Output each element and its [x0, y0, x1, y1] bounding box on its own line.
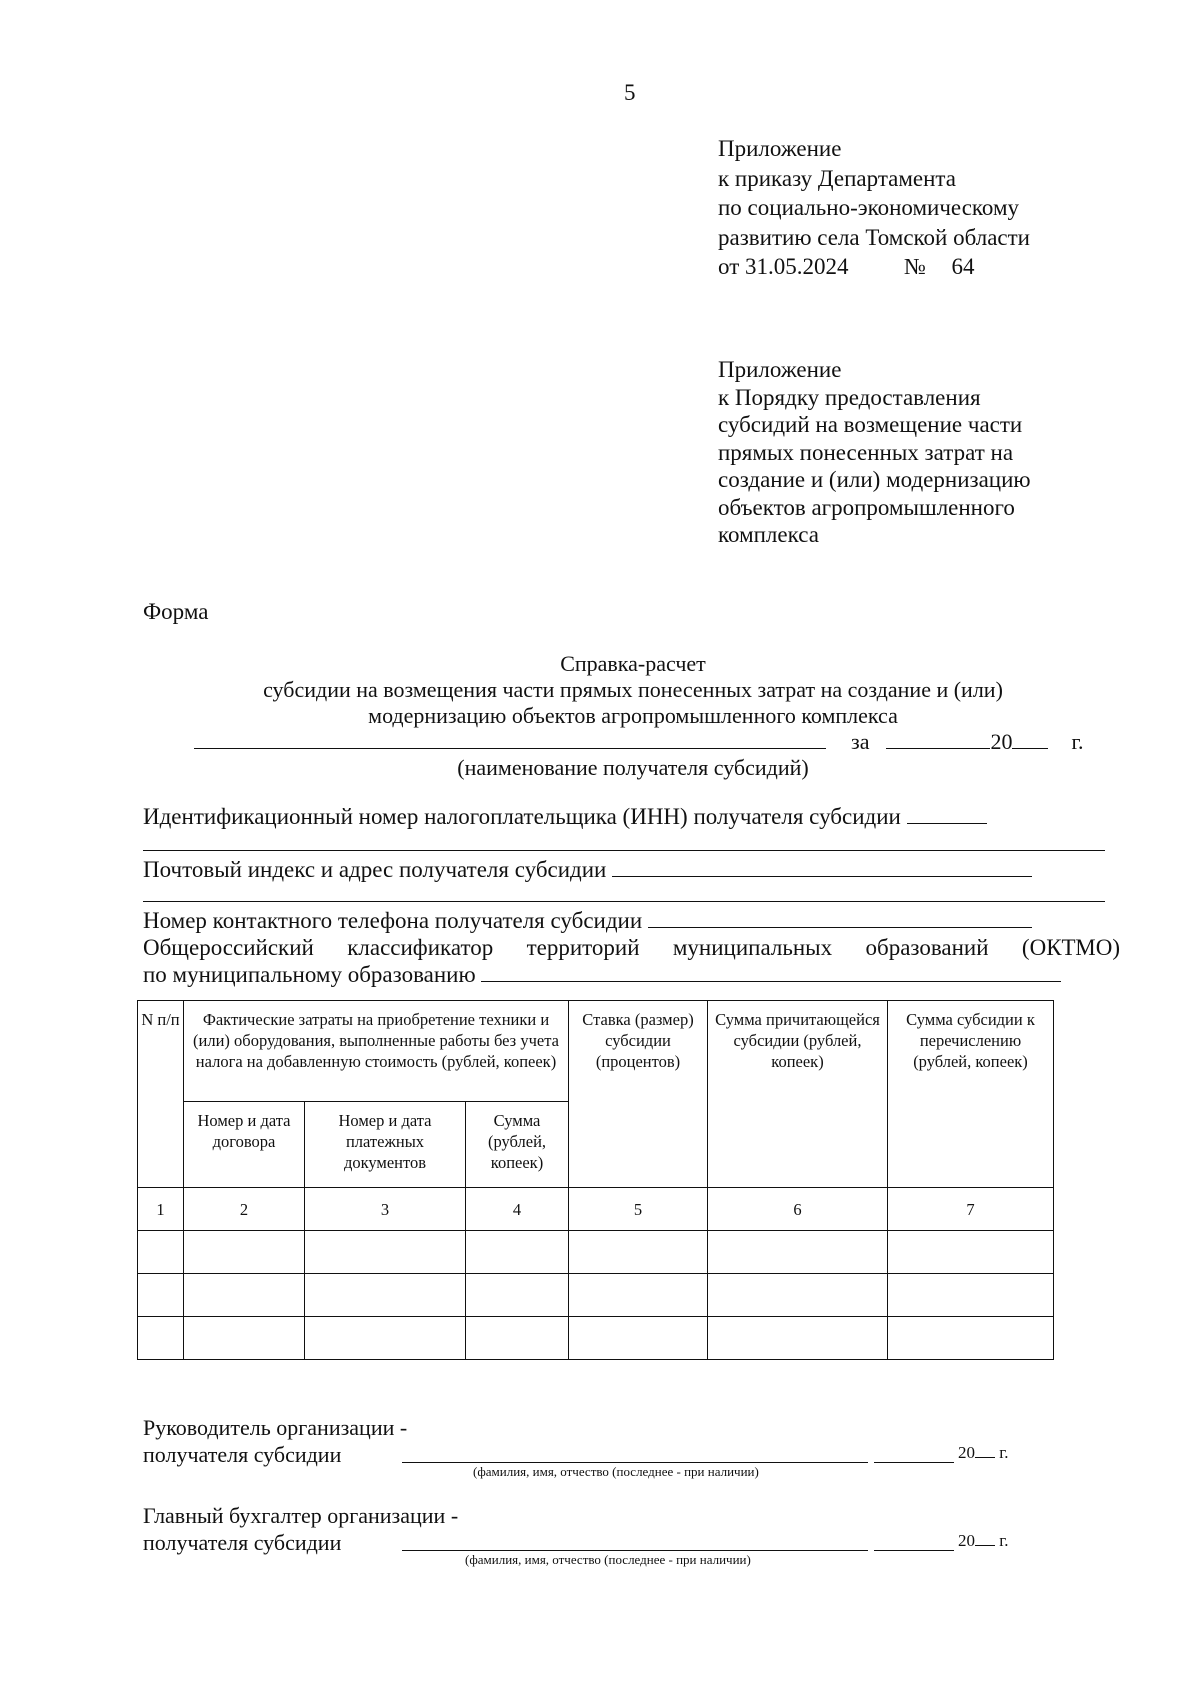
order-date: 31.05.2024 — [745, 254, 849, 279]
postal-label: Почтовый индекс и адрес получателя субсидии — [143, 857, 607, 882]
doc-title-line3: модернизацию объектов агропромышленного комплекса — [368, 703, 898, 728]
column-number: 3 — [305, 1188, 466, 1231]
postal-continuation-line — [143, 901, 1105, 902]
appendix-procedure-line: прямых понесенных затрат на — [718, 439, 1014, 465]
table-cell[interactable] — [466, 1317, 569, 1360]
form-label: Форма — [143, 599, 209, 624]
column-number: 4 — [466, 1188, 569, 1231]
number-sign: № — [904, 254, 926, 279]
accountant-label-line1: Главный бухгалтер организации - — [143, 1503, 459, 1528]
head-date-line[interactable] — [874, 1462, 954, 1463]
year-g: г. — [999, 1531, 1009, 1550]
table-cell[interactable] — [138, 1274, 184, 1317]
table-cell[interactable] — [466, 1231, 569, 1274]
header-rate: Ставка (размер) субсидии (процентов) — [569, 1001, 708, 1188]
header-amount: Сумма (рублей, копеек) — [466, 1102, 569, 1188]
table-cell[interactable] — [305, 1231, 466, 1274]
period-za: за — [851, 729, 870, 754]
oktmo-input[interactable] — [481, 962, 1061, 982]
appendix-order-line: развитию села Томской области — [718, 224, 1030, 250]
period-blank[interactable] — [886, 729, 990, 749]
period-g: г. — [1071, 729, 1084, 754]
doc-title-line2: субсидии на возмещения части прямых понесенных затрат на создание и (или) — [263, 677, 1003, 702]
head-label-line2: получателя субсидии — [143, 1442, 342, 1467]
year-g: г. — [999, 1443, 1009, 1462]
appendix-procedure-line: объектов агропромышленного — [718, 494, 1015, 520]
period-20: 20 — [990, 729, 1013, 754]
header-payment-docs: Номер и дата платежных документов — [305, 1102, 466, 1188]
head-year — [958, 1443, 1009, 1463]
table-cell[interactable] — [888, 1231, 1054, 1274]
header-contract: Номер и дата договора — [184, 1102, 305, 1188]
table-row — [138, 1317, 1054, 1360]
inn-input[interactable] — [907, 804, 987, 824]
head-name-line[interactable] — [402, 1462, 868, 1463]
appendix-order-block — [718, 134, 1030, 282]
column-number: 5 — [569, 1188, 708, 1231]
table-cell[interactable] — [138, 1317, 184, 1360]
phone-field — [143, 908, 1032, 934]
postal-input[interactable] — [612, 857, 1032, 877]
accountant-date-line[interactable] — [874, 1550, 954, 1551]
header-num: N п/п — [138, 1001, 184, 1188]
inn-field — [143, 804, 987, 830]
phone-input[interactable] — [648, 908, 1032, 928]
recipient-period-line — [194, 728, 1084, 755]
recipient-caption: (наименование получателя субсидий) — [457, 755, 809, 780]
column-number: 1 — [138, 1188, 184, 1231]
appendix-order-line: к приказу Департамента — [718, 165, 956, 191]
subsidy-table — [137, 1000, 1054, 1360]
appendix-procedure-line: субсидий на возмещение части — [718, 412, 1023, 437]
table-cell[interactable] — [305, 1317, 466, 1360]
appendix-procedure-line: к Порядку предоставления — [718, 384, 981, 410]
table-cell[interactable] — [888, 1274, 1054, 1317]
appendix-order-line: Приложение — [718, 136, 842, 161]
table-row — [138, 1231, 1054, 1274]
table-cell[interactable] — [708, 1231, 888, 1274]
appendix-procedure-block — [718, 356, 1031, 549]
appendix-order-date-line — [718, 252, 1030, 282]
date-prefix: от — [718, 254, 740, 279]
inn-label: Идентификационный номер налогоплательщика (ИНН) получателя субсидии — [143, 804, 901, 829]
accountant-year — [958, 1531, 1009, 1551]
header-due: Сумма причитающейся субсидии (рублей, копеек) — [708, 1001, 888, 1188]
year-20: 20 — [958, 1531, 975, 1550]
table-cell[interactable] — [708, 1317, 888, 1360]
table-cell[interactable] — [888, 1317, 1054, 1360]
page-number: 5 — [624, 80, 636, 105]
table-cell[interactable] — [708, 1274, 888, 1317]
oktmo-label-line2: по муниципальному образованию — [143, 962, 476, 987]
header-transfer: Сумма субсидии к перечислению (рублей, копеек) — [888, 1001, 1054, 1188]
column-number: 7 — [888, 1188, 1054, 1231]
inn-continuation-line — [143, 850, 1105, 851]
header-costs: Фактические затраты на приобретение техники и (или) оборудования, выполненные работы без учета налога на добавленную стоимость (рублей, копеек) — [184, 1001, 569, 1102]
period-year-blank[interactable] — [1012, 729, 1048, 749]
appendix-procedure-line: Приложение — [718, 357, 842, 382]
table-cell[interactable] — [184, 1317, 305, 1360]
table-cell[interactable] — [569, 1317, 708, 1360]
order-number: 64 — [951, 254, 975, 279]
table-cell[interactable] — [569, 1274, 708, 1317]
appendix-order-line: по социально-экономическому — [718, 195, 1020, 220]
recipient-name-blank[interactable] — [194, 729, 826, 749]
doc-title: Справка-расчет — [560, 651, 706, 676]
accountant-label-line2: получателя субсидии — [143, 1530, 342, 1555]
table-cell[interactable] — [569, 1231, 708, 1274]
table-cell[interactable] — [138, 1231, 184, 1274]
phone-label: Номер контактного телефона получателя субсидии — [143, 908, 643, 933]
table-cell[interactable] — [184, 1274, 305, 1317]
appendix-procedure-line: комплекса — [718, 522, 819, 547]
head-label-line1: Руководитель организации - — [143, 1415, 408, 1440]
year-20: 20 — [958, 1443, 975, 1462]
column-number: 6 — [708, 1188, 888, 1231]
table-row — [138, 1274, 1054, 1317]
postal-field — [143, 857, 1032, 883]
oktmo-field — [143, 962, 1061, 988]
column-number: 2 — [184, 1188, 305, 1231]
head-name-caption: (фамилия, имя, отчество (последнее - при наличии) — [473, 1464, 759, 1479]
table-cell[interactable] — [184, 1231, 305, 1274]
oktmo-label-line1: Общероссийский классификатор территорий муниципальных образований (ОКТМО) — [143, 935, 1120, 960]
accountant-name-line[interactable] — [402, 1550, 868, 1551]
table-cell[interactable] — [305, 1274, 466, 1317]
accountant-name-caption: (фамилия, имя, отчество (последнее - при наличии) — [465, 1552, 751, 1567]
table-cell[interactable] — [466, 1274, 569, 1317]
appendix-procedure-line: создание и (или) модернизацию — [718, 467, 1031, 492]
